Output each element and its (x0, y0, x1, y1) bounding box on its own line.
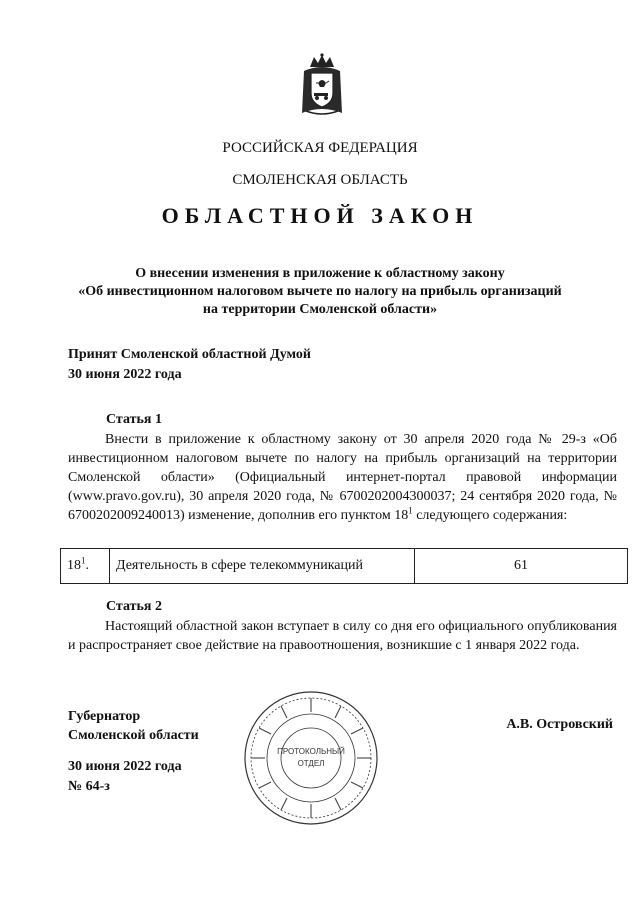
signer-title (68, 707, 199, 745)
article-1-text: Внести в приложение к областному закону от 30 апреля 2020 года № 29-з «Об инвестиционном налоговом вычете по налогу на прибыль организаций на территории Смоленской области» (Официальный интернет-портал правовой информации (www.pravo.gov.ru), 30 апреля 2020 года, № 6700202004300037; 24 сентября 2020 года, № 6700202009240013) изменение, дополнив его пунктом 18 (68, 432, 617, 523)
law-number: № 64-з (68, 779, 110, 794)
signer-name: А.В. Островский (506, 717, 613, 732)
article-1-heading: Статья 1 (106, 412, 162, 427)
adoption-info (68, 345, 311, 385)
coat-of-arms-emblem (300, 53, 344, 119)
signer-region: Смоленской области (68, 728, 199, 743)
article-1-sup: 1 (408, 505, 413, 516)
country-title: РОССИЙСКАЯ ФЕДЕРАЦИЯ (222, 140, 418, 156)
stamp-inner-line1: ПРОТОКОЛЬНЫЙ (277, 747, 345, 756)
article-2-body (68, 617, 617, 655)
article-1-body (68, 430, 617, 525)
subject-line: О внесении изменения в приложение к областному закону (135, 266, 505, 281)
adopted-date: 30 июня 2022 года (68, 367, 182, 382)
article-2-heading: Статья 2 (106, 599, 162, 614)
article-2-text: Настоящий областной закон вступает в силу со дня его официального опубликования и распространяет свое действие на правоотношения, возникшие с 1 января 2022 года. (68, 619, 617, 653)
signing-info (68, 757, 182, 797)
activity-cell: Деятельность в сфере телекоммуникаций (110, 549, 415, 584)
subject-line: на территории Смоленской области» (202, 302, 438, 317)
stamp-inner-line2: ОТДЕЛ (297, 759, 325, 768)
official-stamp (241, 688, 381, 828)
inserted-item-table (60, 548, 628, 584)
table-row (61, 549, 628, 584)
law-subject (0, 265, 640, 319)
adopted-by: Принят Смоленской областной Думой (68, 347, 311, 362)
subject-line: «Об инвестиционном налоговом вычете по налогу на прибыль организаций (78, 284, 562, 299)
signer-position: Губернатор (68, 709, 141, 724)
item-number-cell: $18^1$. (61, 549, 110, 584)
region-title: СМОЛЕНСКАЯ ОБЛАСТЬ (232, 172, 408, 188)
signing-date: 30 июня 2022 года (68, 759, 182, 774)
code-cell: 61 (415, 549, 628, 584)
article-1-tail: следующего содержания: (416, 508, 568, 523)
document-type-title: ОБЛАСТНОЙ ЗАКОН (161, 203, 479, 228)
